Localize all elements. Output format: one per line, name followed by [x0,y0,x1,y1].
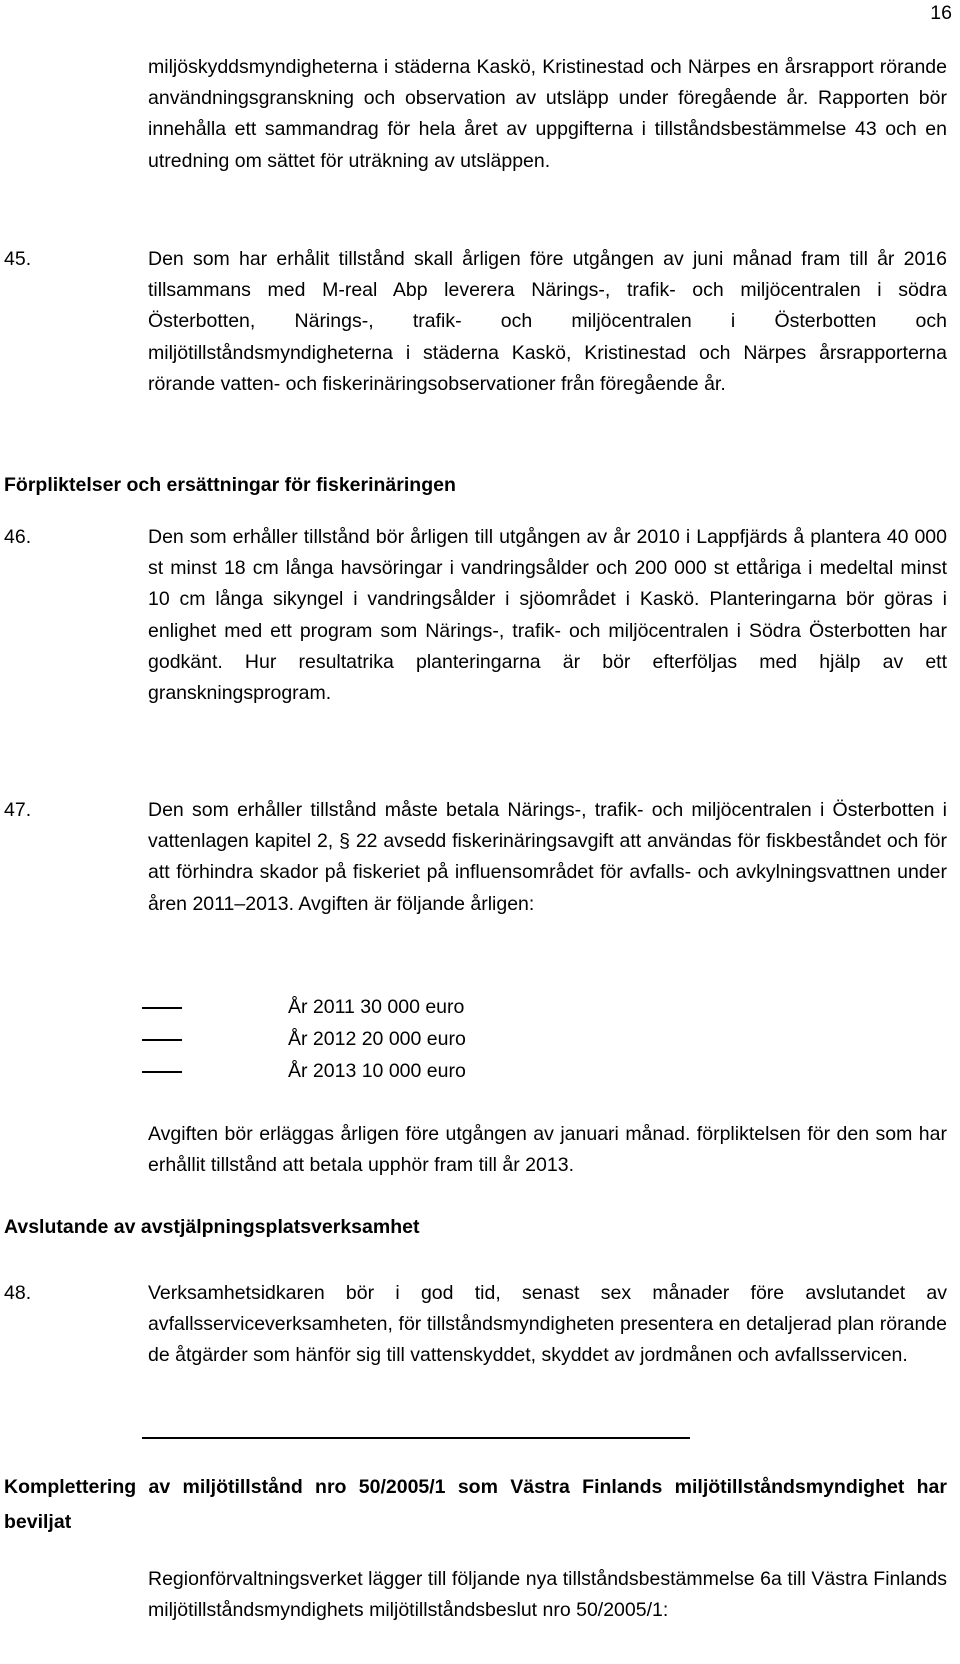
item-48 [0,1278,947,1372]
item-text: Den som erhåller tillstånd bör årligen till utgången av år 2010 i Lappfjärds å plantera 40 000 st minst 18 cm långa havsöringar i vandringsålder och 200 000 st ettåriga i medeltal minst 10 cm långa sikyngel i vandringsålder i sjöområdet i Kaskö. Planteringarna bör göras i enlighet med ett program som Närings-, trafik- och miljöcentralen i Södra Österbotten har godkänt. Hur resultatrika planteringarna är bör efterföljas med hjälp av ett granskningsprogram. [148,526,947,705]
section-heading-fishing: Förpliktelser och ersättningar för fiskerinäringen [4,474,456,496]
section-heading-closing: Avslutande av avstjälpningsplatsverksamhet [4,1216,420,1238]
dash [142,1071,182,1073]
item-number: 45. [4,248,32,270]
item-text: Den som erhåller tillstånd måste betala Närings-, trafik- och miljöcentralen i Österbotten i vattenlagen kapitel 2, § 22 avsedd fiskerinäringsavgift att användas för fiskbeståndet och för att förhindra skador på fiskeriet på influensområdet för avfalls- och avkylningsvattnen under åren 2011–2013. Avgiften är följande årligen: [148,799,947,915]
intro-paragraph: miljöskyddsmyndigheterna i städerna Kaskö, Kristinestad och Närpes en årsrapport rörande användningsgranskning och observation av utsläpp under föregående år. Rapporten bör innehålla ett sammandrag för hela året av uppgifterna i tillståndsbestämmelse 43 och en utredning om sättet för uträkning av utsläppen. [148,56,947,172]
item-text: Verksamhetsidkaren bör i god tid, senast sex månader före avslutandet av avfallsserviceverksamheten, för tillståndsmyndigheten presentera en detaljerad plan rörande de åtgärder som hänför sig till vattenskyddet, skyddet av jordmånen och avfallsservicen. [148,1282,947,1367]
item-45 [0,244,947,400]
fee-text: År 2011 30 000 euro [288,996,465,1018]
dash [142,1007,182,1009]
dash [142,1039,182,1041]
item-47 [0,795,947,920]
fee-paragraph: Avgiften bör erläggas årligen före utgången av januari månad. förpliktelsen för den som har erhållit tillstånd att betala upphör fram till år 2013. [148,1123,947,1177]
fee-text: År 2012 20 000 euro [288,1028,466,1050]
section-heading-supplement: Komplettering av miljötillstånd nro 50/2005/1 som Västra Finlands miljötillståndsmyndighet har beviljat [4,1476,947,1533]
item-46 [0,522,947,709]
item-text: Den som har erhålit tillstånd skall årligen före utgången av juni månad fram till år 2016 tillsammans med M-real Abp leverera Närings-, trafik- och miljöcentralen i södra Österbotten, Närings-, trafik- och miljöcentralen i Österbotten och miljötillståndsmyndigheterna i städerna Kaskö, Kristinestad och Närpes årsrapporterna rörande vatten- och fiskerinäringsobservationer från föregående år. [148,248,947,395]
item-number: 46. [4,526,32,548]
separator-line [142,1437,690,1439]
item-number: 48. [4,1282,32,1304]
page-number: 16 [930,2,952,24]
fee-text: År 2013 10 000 euro [288,1060,466,1082]
final-paragraph: Regionförvaltningsverket lägger till följande nya tillståndsbestämmelse 6a till Västra Finlands miljötillståndsmyndighets miljötillståndsbeslut nro 50/2005/1: [148,1568,947,1622]
item-number: 47. [4,799,32,821]
